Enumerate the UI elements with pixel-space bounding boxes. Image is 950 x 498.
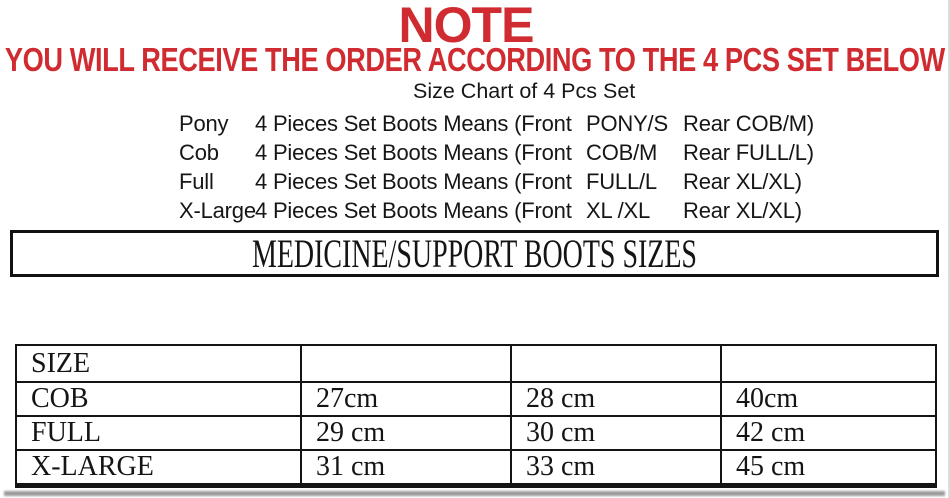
size-value-cell: 40cm — [721, 382, 936, 416]
table-row — [16, 450, 936, 486]
size-name-cell: FULL — [16, 416, 301, 450]
set-row-name: Full — [179, 169, 214, 194]
set-row-rear: Rear COB/M) — [683, 111, 815, 136]
note-subtitle-row — [0, 41, 950, 79]
size-value-cell: 45 cm — [721, 450, 936, 486]
note-subtitle: YOU WILL RECEIVE THE ORDER ACCORDING TO THE 4 PCS SET BELOW — [5, 41, 945, 78]
bottom-scan-line — [4, 491, 945, 496]
set-row-front: XL /XL — [586, 198, 651, 223]
set-row-rear: Rear FULL/L) — [683, 140, 814, 165]
set-row-name: Pony — [179, 111, 229, 136]
sizes-table — [15, 344, 937, 488]
set-row-desc: 4 Pieces Set Boots Means (Front — [255, 111, 572, 136]
set-row-desc: 4 Pieces Set Boots Means (Front — [255, 169, 572, 194]
table-row — [16, 382, 936, 416]
medicine-banner — [10, 230, 939, 277]
set-row-front: FULL/L — [586, 169, 657, 194]
size-value-cell: 28 cm — [511, 382, 721, 416]
set-row-rear: Rear XL/XL) — [683, 198, 802, 223]
size-name-cell: X-LARGE — [16, 450, 301, 486]
table-row — [16, 416, 936, 450]
empty-header-cell — [511, 345, 721, 382]
note-title: NOTE — [398, 0, 534, 53]
set-row-name: X-Large — [179, 198, 256, 223]
set-row-desc: 4 Pieces Set Boots Means (Front — [255, 198, 572, 223]
set-chart-list — [179, 109, 814, 225]
size-value-cell: 29 cm — [301, 416, 511, 450]
set-row-front: COB/M — [586, 140, 658, 165]
set-chart-title: Size Chart of 4 Pcs Set — [413, 79, 636, 103]
size-value-cell: 33 cm — [511, 450, 721, 486]
size-value-cell: 27cm — [301, 382, 511, 416]
size-value-cell: 30 cm — [511, 416, 721, 450]
set-row-name: Cob — [179, 140, 219, 165]
table-header-row — [16, 345, 936, 382]
medicine-banner-title: MEDICINE/SUPPORT BOOTS SIZES — [251, 231, 697, 276]
size-value-cell: 42 cm — [721, 416, 936, 450]
set-row-rear: Rear XL/XL) — [683, 169, 802, 194]
empty-header-cell — [301, 345, 511, 382]
set-row-desc: 4 Pieces Set Boots Means (Front — [255, 140, 572, 165]
size-value-cell: 31 cm — [301, 450, 511, 486]
set-row-front: PONY/S — [586, 111, 668, 136]
size-name-cell: COB — [16, 382, 301, 416]
empty-header-cell — [721, 345, 936, 382]
size-header-cell: SIZE — [16, 345, 301, 382]
